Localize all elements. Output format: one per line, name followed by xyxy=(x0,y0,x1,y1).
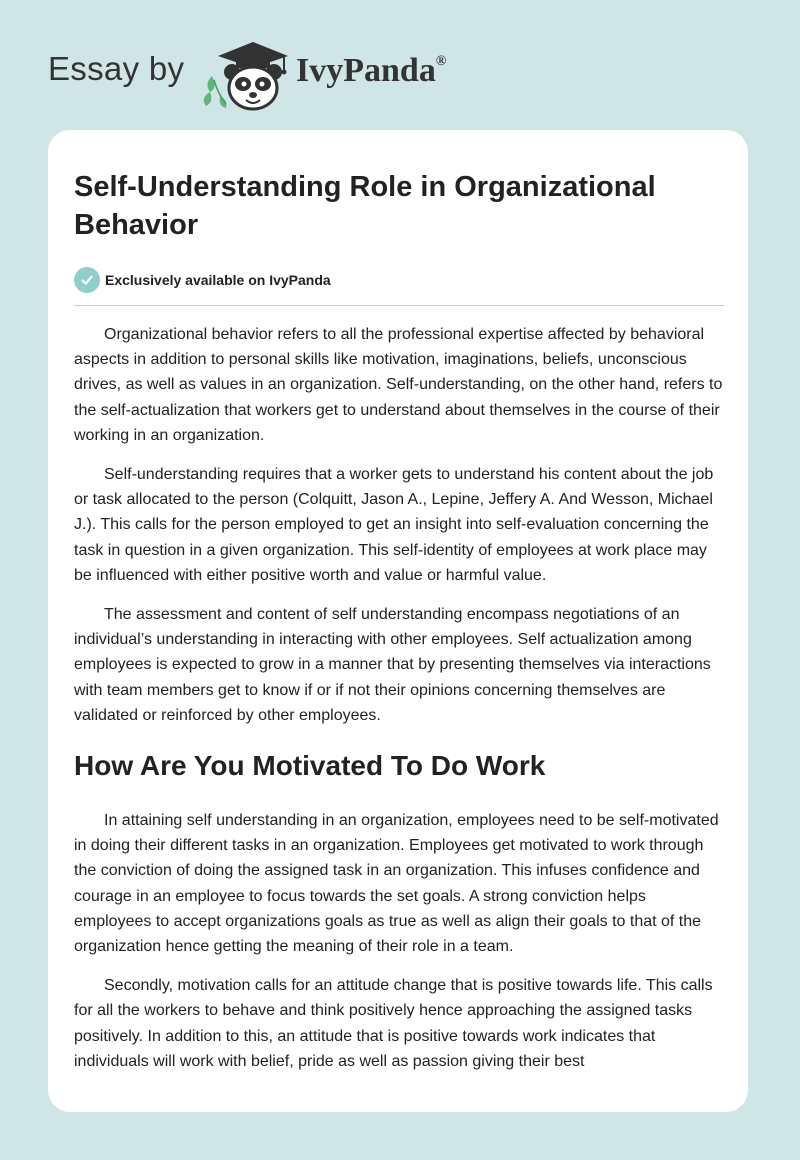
paragraph: In attaining self understanding in an organization, employees need to be self-motivated in doing their different tasks in an organization. Employees get motivated to work through the conviction of doing the assigned task in an organization. This infuses confidence and courage in an employee to focus towards the set goals. A strong conviction helps employees to accept organizations goals as true as well as align their goals to that of the organization hence getting the meaning of their role in a team. xyxy=(74,812,719,956)
paragraph: The assessment and content of self understanding encompass negotiations of an individual’s understanding in interacting with other employees. Self actualization among employees is expected to grow in a manner that by presenting themselves via interactions with team members get to know if or if not their opinions concerning themselves are validated or reinforced by other employees. xyxy=(74,606,711,724)
page-title: Self-Understanding Role in Organizational Behavior xyxy=(74,171,656,241)
brand-header xyxy=(48,36,468,116)
section-heading: How Are You Motivated To Do Work xyxy=(74,750,546,782)
paragraph: Secondly, motivation calls for an attitude change that is positive towards life. This calls for all the workers to behave and think positively hence approaching the assigned tasks positively. In addition to this, an attitude that is positive towards work indicates that individuals will work with belief, pride as well as passion giving their best xyxy=(74,977,713,1070)
brand-prefix: Essay by xyxy=(48,50,185,87)
title-divider xyxy=(74,305,724,306)
brand-name[interactable]: IvyPanda® xyxy=(296,52,447,89)
paragraph: Self-understanding requires that a worker gets to understand his content about the job or task allocated to the person (Colquitt, Jason A., Lepine, Jeffery A. And Wesson, Michael J.). This calls for the person employed to get an insight into self-evaluation concerning the task in question in a given organization. This self-identity of employees at work place may be influenced with either positive worth and value or harmful value. xyxy=(74,466,714,584)
exclusive-badge xyxy=(74,266,724,294)
paragraph: Organizational behavior refers to all the professional expertise affected by behavioral aspects in addition to personal skills like motivation, imaginations, beliefs, unconscious drives, as well as values in an organization. Self-understanding, on the other hand, refers to the self-actualization that workers get to understand about themselves in the course of their working in an organization. xyxy=(74,326,723,444)
essay-card xyxy=(48,130,748,1112)
registered-mark: ® xyxy=(435,53,447,69)
exclusive-label: Exclusively available on IvyPanda xyxy=(105,272,331,288)
check-icon xyxy=(74,267,100,293)
panda-graduate-icon[interactable] xyxy=(198,36,298,112)
essay-content xyxy=(74,168,724,1074)
